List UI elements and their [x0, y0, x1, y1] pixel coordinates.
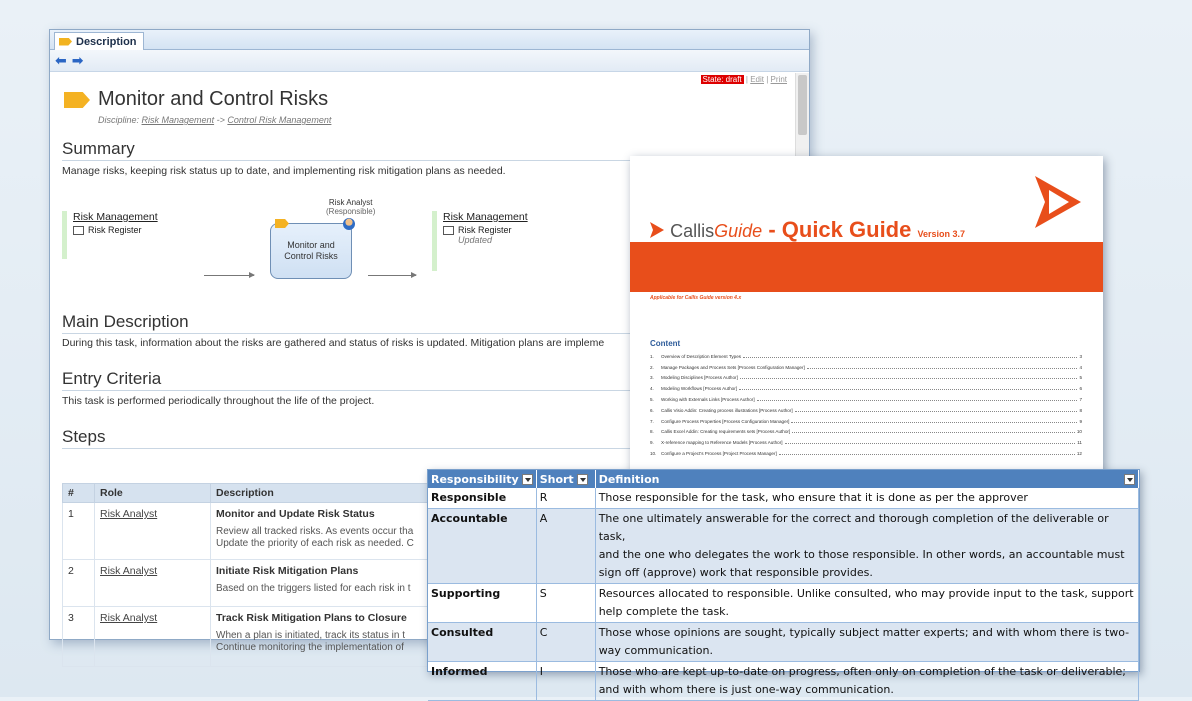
toc-num: 3. — [650, 375, 654, 381]
applicable-note: Applicable for Callis Guide version 4.x — [650, 295, 742, 301]
state-bar — [701, 75, 787, 84]
toc-text: Callis Visio Addin: Creating process illustrations [Process Author] — [661, 407, 793, 413]
document-icon — [443, 226, 454, 235]
callis-mark-icon — [650, 222, 664, 238]
raci-definition[interactable] — [595, 509, 1138, 584]
toc-dots — [757, 398, 1078, 401]
input-artifact[interactable] — [73, 225, 180, 235]
raci-table — [428, 470, 1139, 701]
separator: | — [766, 75, 769, 84]
output-status: Updated — [458, 235, 493, 245]
toc-num: 4. — [650, 386, 654, 392]
table-row — [428, 509, 1139, 584]
toc-page: 6 — [1079, 386, 1082, 392]
definition-line: Those responsible for the task, who ensure that it is done as per the approver — [598, 491, 1028, 504]
input-artifact-label: Risk Register — [88, 225, 142, 235]
step-desc-line: Continue monitoring the implementation of — [216, 642, 404, 653]
raci-short[interactable]: C — [536, 623, 595, 662]
toc-text: Working with Externals Links [Process Author] — [661, 397, 755, 403]
raci-role[interactable]: Consulted — [428, 623, 536, 662]
toc-page: 4 — [1079, 364, 1082, 370]
step-number: 1 — [63, 503, 95, 560]
toc-text: Modeling Disciplines [Process Author] — [661, 375, 738, 381]
discipline-breadcrumb — [98, 115, 331, 125]
definition-line: sign off (approve) work that responsible provides. — [598, 566, 873, 579]
entry-criteria-text: This task is performed periodically throughout the life of the project. — [62, 395, 375, 407]
toc-dots — [792, 430, 1075, 433]
task-icon — [59, 38, 72, 46]
toc-dots — [740, 376, 1078, 379]
table-row — [428, 662, 1139, 701]
toc-dots — [795, 409, 1078, 412]
toc-page: 8 — [1079, 407, 1082, 413]
callis-logo-icon — [1031, 174, 1083, 230]
output-artifact-label: Risk Register — [458, 225, 512, 235]
step-title: Initiate Risk Mitigation Plans — [216, 565, 359, 577]
toc-text: X-reference mapping to Reference Models [Process Author] — [661, 440, 783, 446]
forward-arrow-icon[interactable]: ➡ — [71, 52, 84, 69]
toc-num: 7. — [650, 418, 654, 424]
flow-arrow — [368, 275, 416, 276]
col-header-num: # — [63, 484, 95, 503]
toc-num: 6. — [650, 407, 654, 413]
step-desc-line: Based on the triggers listed for each risk in t — [216, 583, 411, 594]
toc-page: 5 — [1079, 375, 1082, 381]
subdiscipline-link[interactable]: Control Risk Management — [227, 115, 332, 125]
flow-arrow — [204, 275, 254, 276]
raci-short[interactable]: R — [536, 488, 595, 509]
task-node-line2: Control Risks — [284, 251, 338, 261]
output-artifact[interactable] — [443, 225, 552, 235]
toc-num: 9. — [650, 440, 654, 446]
table-of-contents — [650, 351, 1082, 459]
step-number: 3 — [63, 607, 95, 667]
toc-page: 9 — [1079, 418, 1082, 424]
toc-page: 3 — [1079, 353, 1082, 359]
raci-definition[interactable] — [595, 623, 1138, 662]
toc-page: 11 — [1077, 440, 1082, 446]
guide-title — [650, 217, 965, 243]
raci-role[interactable]: Accountable — [428, 509, 536, 584]
tab-description[interactable] — [54, 32, 144, 50]
toc-num: 1. — [650, 353, 654, 359]
raci-definition[interactable] — [595, 584, 1138, 623]
raci-short[interactable]: S — [536, 584, 595, 623]
toc-dots — [739, 387, 1077, 390]
filter-dropdown-icon[interactable] — [1124, 474, 1135, 485]
main-description-text: During this task, information about the risks are gathered and status of risks is updated. Mitigation plans are impleme — [62, 337, 605, 349]
col-header-role: Role — [95, 484, 211, 503]
toc-item[interactable] — [650, 373, 1082, 384]
definition-line: Those whose opinions are sought, typically subject matter experts; and with whom there is two- — [598, 626, 1130, 639]
step-role-link[interactable]: Risk Analyst — [95, 560, 211, 607]
output-work-product — [432, 211, 552, 271]
step-title: Monitor and Update Risk Status — [216, 508, 375, 520]
document-icon — [73, 226, 84, 235]
raci-definition[interactable] — [595, 488, 1138, 509]
filter-dropdown-icon[interactable] — [522, 474, 533, 485]
toc-item[interactable] — [650, 362, 1082, 373]
toc-num: 10. — [650, 451, 657, 457]
brand-callis: Callis — [670, 221, 715, 241]
task-node-line1: Monitor and — [287, 240, 335, 251]
input-discipline-link[interactable]: Risk Management — [73, 211, 158, 223]
col-header-responsibility — [428, 470, 536, 488]
state-badge: State: draft — [702, 75, 742, 84]
raci-role[interactable]: Responsible — [428, 488, 536, 509]
summary-heading: Summary — [62, 139, 793, 161]
toc-item[interactable] — [650, 437, 1082, 448]
toc-item[interactable] — [650, 448, 1082, 459]
toc-item[interactable] — [650, 383, 1082, 394]
raci-short[interactable]: A — [536, 509, 595, 584]
toc-dots — [785, 441, 1076, 444]
toc-item[interactable] — [650, 427, 1082, 438]
step-desc-line: When a plan is initiated, track its status in t — [216, 630, 405, 641]
definition-line: and the one who delegates the work to those responsible. In other words, an accountable must — [598, 548, 1125, 561]
definition-line: The one ultimately answerable for the correct and thorough completion of the deliverable or task, — [598, 512, 1109, 543]
role-name: Risk Analyst — [328, 198, 373, 207]
toc-text: Overview of Description Element Types — [661, 353, 742, 359]
guide-version: Version 3.7 — [917, 229, 966, 239]
edit-link[interactable]: Edit — [750, 75, 764, 84]
raci-role[interactable]: Informed — [428, 662, 536, 701]
task-icon — [275, 219, 289, 228]
filter-dropdown-icon[interactable] — [577, 474, 588, 485]
raci-table-window — [427, 469, 1140, 696]
col-header-label: Short — [539, 472, 574, 486]
guide-heading: Quick Guide — [781, 217, 912, 242]
toc-dots — [743, 355, 1077, 358]
step-title: Track Risk Mitigation Plans to Closure — [216, 612, 407, 624]
step-desc-line: Update the priority of each risk as needed. C — [216, 538, 414, 549]
step-number: 2 — [63, 560, 95, 607]
separator: | — [745, 75, 748, 84]
toc-item[interactable] — [650, 405, 1082, 416]
toc-text: Configure Process Properties [Process Configuration Manager] — [661, 418, 790, 424]
step-desc-line: Review all tracked risks. As events occur tha — [216, 526, 414, 537]
toc-text: Manage Packages and Process Sets [Process Configuration Manager] — [661, 364, 805, 370]
steps-heading: Steps — [62, 427, 793, 449]
toc-page: 12 — [1076, 451, 1082, 457]
task-icon — [64, 92, 90, 108]
role-qualifier: (Responsible) — [326, 206, 376, 216]
page-title: Monitor and Control Risks — [98, 88, 329, 110]
summary-text: Manage risks, keeping risk status up to date, and implementing risk mitigation plans as needed. — [62, 165, 506, 177]
col-header-label: Responsibility — [431, 472, 519, 486]
definition-line: and with whom there is just one-way communication. — [598, 683, 894, 696]
scroll-thumb[interactable] — [798, 75, 807, 135]
toc-text: Callis Excel Addin: Creating requirements sets [Process Author] — [661, 429, 791, 435]
raci-definition[interactable] — [595, 662, 1138, 701]
toc-dots — [779, 452, 1075, 455]
definition-line: Those who are kept up-to-date on progress, often only on completion of the task or deliverable; — [598, 665, 1126, 678]
table-row — [428, 584, 1139, 623]
raci-header-row — [428, 470, 1139, 488]
toc-num: 8. — [650, 429, 654, 435]
discipline-prefix: Discipline: — [98, 115, 140, 125]
toc-item[interactable] — [650, 394, 1082, 405]
main-description-heading: Main Description — [62, 312, 793, 334]
step-role-link[interactable]: Risk Analyst — [95, 607, 211, 667]
print-link[interactable]: Print — [770, 75, 787, 84]
task-node[interactable] — [270, 223, 352, 279]
tab-strip — [50, 30, 809, 50]
back-arrow-icon[interactable]: ⬅ — [55, 52, 67, 69]
col-header-description: Description — [211, 484, 622, 503]
toc-dots — [807, 366, 1078, 369]
toc-item[interactable] — [650, 416, 1082, 427]
raci-role[interactable]: Supporting — [428, 584, 536, 623]
person-icon — [343, 218, 355, 230]
toc-num: 2. — [650, 364, 654, 370]
definition-line: way communication. — [598, 644, 713, 657]
toc-page: 7 — [1079, 397, 1082, 403]
orange-band — [630, 242, 1103, 292]
col-header-short — [536, 470, 595, 488]
input-work-product — [62, 211, 180, 259]
toc-item[interactable] — [650, 351, 1082, 362]
definition-line: help complete the task. — [598, 605, 730, 618]
role-label — [326, 199, 375, 217]
title-dash: - — [768, 217, 776, 242]
toc-text: Modeling Workflows [Process Author] — [661, 386, 737, 392]
table-row — [428, 488, 1139, 509]
step-role-link[interactable]: Risk Analyst — [95, 503, 211, 560]
col-header-definition — [595, 470, 1138, 488]
content-heading: Content — [650, 339, 681, 348]
entry-criteria-heading: Entry Criteria — [62, 369, 793, 391]
tab-label: Description — [76, 35, 137, 48]
col-header-label: Definition — [598, 472, 660, 486]
output-discipline-link[interactable]: Risk Management — [443, 211, 528, 223]
discipline-link[interactable]: Risk Management — [141, 115, 215, 125]
breadcrumb-arrow: -> — [216, 115, 225, 125]
toc-text: Configure a Project's Process [Project Process Manager] — [661, 451, 777, 457]
toc-page: 10 — [1076, 429, 1082, 435]
table-row — [428, 623, 1139, 662]
nav-toolbar — [50, 50, 809, 72]
toc-dots — [791, 420, 1077, 423]
definition-line: Resources allocated to responsible. Unlike consulted, who may provide input to the task, support — [598, 587, 1134, 600]
quick-guide-document — [630, 156, 1103, 474]
brand-guide: Guide — [714, 221, 763, 241]
toc-num: 5. — [650, 397, 654, 403]
raci-short[interactable]: I — [536, 662, 595, 701]
